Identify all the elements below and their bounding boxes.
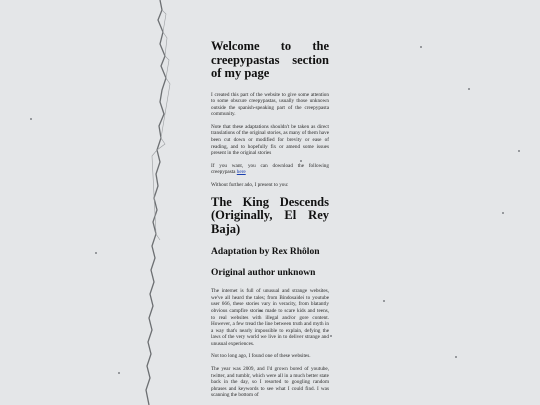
download-paragraph bbox=[211, 163, 329, 176]
wall-speck bbox=[383, 300, 385, 302]
wall-speck bbox=[30, 118, 32, 120]
intro-paragraph: I created this part of the website to give some attention to some obscure creepypastas, usually those unknown outside the spanish-speaking part of the creepypasta community. bbox=[211, 91, 329, 118]
story-paragraph: Not too long ago, I found one of these websites. bbox=[211, 353, 311, 360]
story-title: The King Descends (Originally, El Rey Baja) bbox=[211, 194, 329, 236]
story-adaptation: Adaptation by Rex Rhôlon bbox=[211, 247, 320, 258]
wall-speck bbox=[330, 335, 332, 337]
story-paragraph: The internet is full of unusual and strange websites, we've all heard the tales; from Bindosaidei to youtube user 666, these stories vary in veracity, from blatantly obvious campfire stories made to scare kids and teens, to real websites with illegal and/or gore content. However, a few tread the line between truth and myth in a way that's nearly impossible to explain, defying the laws of the very world we live in to deliver strange and unusual experiences. bbox=[211, 288, 329, 347]
download-text: If you want, you can download the following creepypasta bbox=[211, 162, 329, 176]
note-paragraph: Note that these adaptations shouldn't be taken as direct translations of the original stories, as many of them have been cut down or modified for brevity or ease of reading, and to hopefully fix or amend some issues present in the original stories bbox=[211, 123, 329, 157]
story-author: Original author unknown bbox=[211, 268, 316, 279]
wall-speck bbox=[455, 356, 457, 358]
page-title: Welcome to the creepypastas section of my page bbox=[211, 39, 329, 80]
wall-speck bbox=[118, 372, 120, 374]
article-column bbox=[211, 40, 329, 405]
story-paragraph: The year was 2009, and I'd grown bored of youtube, twitter, and tumblr, which were all in a much better state back in the day, so I resorted to googling random phrases and keywords to see what I could find. I was scanning the bottom of bbox=[211, 366, 329, 399]
present-paragraph: Without further ado, I present to you: bbox=[211, 182, 289, 189]
wall-speck bbox=[468, 88, 470, 90]
wall-speck bbox=[518, 150, 520, 152]
download-link[interactable]: here bbox=[236, 169, 246, 176]
wall-speck bbox=[95, 252, 97, 254]
wall-speck bbox=[420, 46, 422, 48]
wall-speck bbox=[502, 212, 504, 214]
